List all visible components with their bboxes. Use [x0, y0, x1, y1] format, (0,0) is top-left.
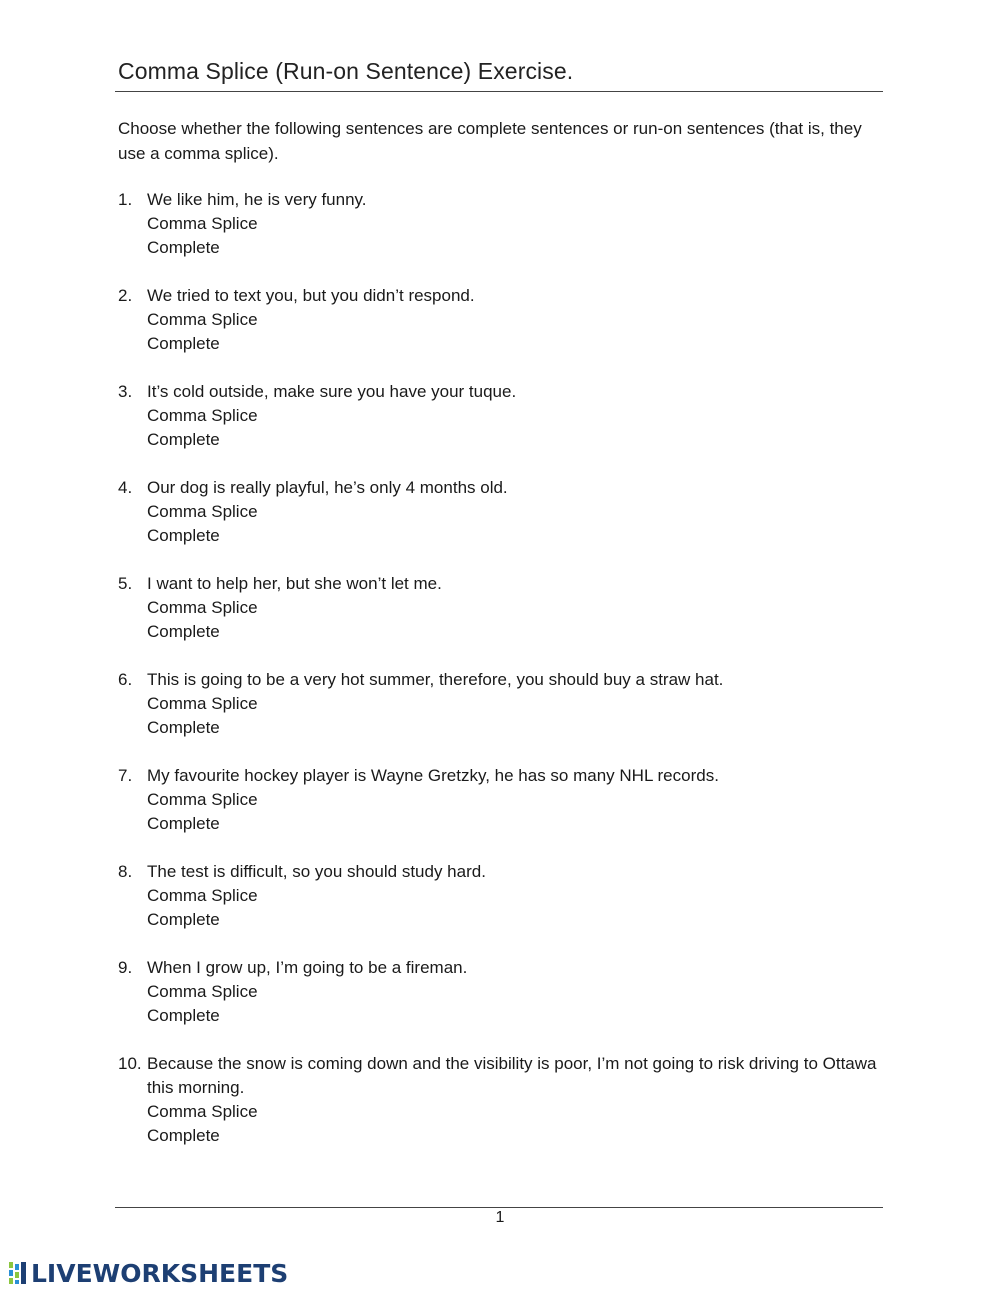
option-comma-splice[interactable]: Comma Splice: [147, 310, 258, 329]
option-complete[interactable]: Complete: [147, 622, 220, 641]
option-complete[interactable]: Complete: [147, 526, 220, 545]
question-text: Our dog is really playful, he’s only 4 months old.: [147, 478, 508, 497]
question-text: We tried to text you, but you didn’t respond.: [147, 286, 475, 305]
question-number: 3.: [118, 382, 133, 401]
option-complete[interactable]: Complete: [147, 1006, 220, 1025]
option-comma-splice[interactable]: Comma Splice: [147, 406, 258, 425]
question-item: [118, 1052, 878, 1148]
question-text: The test is difficult, so you should study hard.: [147, 862, 486, 881]
question-number: 4.: [118, 478, 133, 497]
question-list: [118, 188, 878, 1172]
question-text: This is going to be a very hot summer, therefore, you should buy a straw hat.: [147, 670, 724, 689]
question-number: 5.: [118, 574, 133, 593]
option-comma-splice[interactable]: Comma Splice: [147, 598, 258, 617]
option-comma-splice[interactable]: Comma Splice: [147, 982, 258, 1001]
question-text: Because the snow is coming down and the visibility is poor, I’m not going to risk driving to Ottawa this morning.: [147, 1054, 877, 1097]
question-item: [118, 956, 878, 1028]
option-complete[interactable]: Complete: [147, 910, 220, 929]
question-number: 6.: [118, 670, 133, 689]
question-text: I want to help her, but she won’t let me.: [147, 574, 442, 593]
footer-divider: [115, 1207, 883, 1208]
liveworksheets-logo-icon: [8, 1261, 28, 1285]
option-complete[interactable]: Complete: [147, 814, 220, 833]
question-item: [118, 764, 878, 836]
question-item: [118, 188, 878, 260]
question-text: When I grow up, I’m going to be a fireman.: [147, 958, 468, 977]
liveworksheets-logo[interactable]: [8, 1260, 288, 1286]
page-title: Comma Splice (Run-on Sentence) Exercise.: [118, 58, 574, 84]
option-comma-splice[interactable]: Comma Splice: [147, 790, 258, 809]
question-item: [118, 380, 878, 452]
question-item: [118, 860, 878, 932]
question-number: 10.: [118, 1054, 142, 1073]
question-item: [118, 284, 878, 356]
question-text: My favourite hockey player is Wayne Gretzky, he has so many NHL records.: [147, 766, 719, 785]
question-number: 1.: [118, 190, 133, 209]
option-complete[interactable]: Complete: [147, 334, 220, 353]
question-item: [118, 476, 878, 548]
question-item: [118, 668, 878, 740]
question-number: 9.: [118, 958, 133, 977]
option-comma-splice[interactable]: Comma Splice: [147, 886, 258, 905]
question-number: 2.: [118, 286, 133, 305]
option-complete[interactable]: Complete: [147, 718, 220, 737]
instructions: Choose whether the following sentences are complete sentences or run-on sentences (that is, they use a comma splice).: [118, 119, 862, 163]
title-divider: [115, 91, 883, 92]
question-number: 8.: [118, 862, 133, 881]
option-comma-splice[interactable]: Comma Splice: [147, 502, 258, 521]
question-text: It’s cold outside, make sure you have your tuque.: [147, 382, 517, 401]
question-number: 7.: [118, 766, 133, 785]
option-complete[interactable]: Complete: [147, 238, 220, 257]
option-complete[interactable]: Complete: [147, 430, 220, 449]
option-comma-splice[interactable]: Comma Splice: [147, 1102, 258, 1121]
page-number: 1: [495, 1209, 505, 1226]
logo-text: LIVEWORKSHEETS: [31, 1258, 289, 1288]
option-complete[interactable]: Complete: [147, 1126, 220, 1145]
option-comma-splice[interactable]: Comma Splice: [147, 214, 258, 233]
question-text: We like him, he is very funny.: [147, 190, 367, 209]
option-comma-splice[interactable]: Comma Splice: [147, 694, 258, 713]
question-item: [118, 572, 878, 644]
